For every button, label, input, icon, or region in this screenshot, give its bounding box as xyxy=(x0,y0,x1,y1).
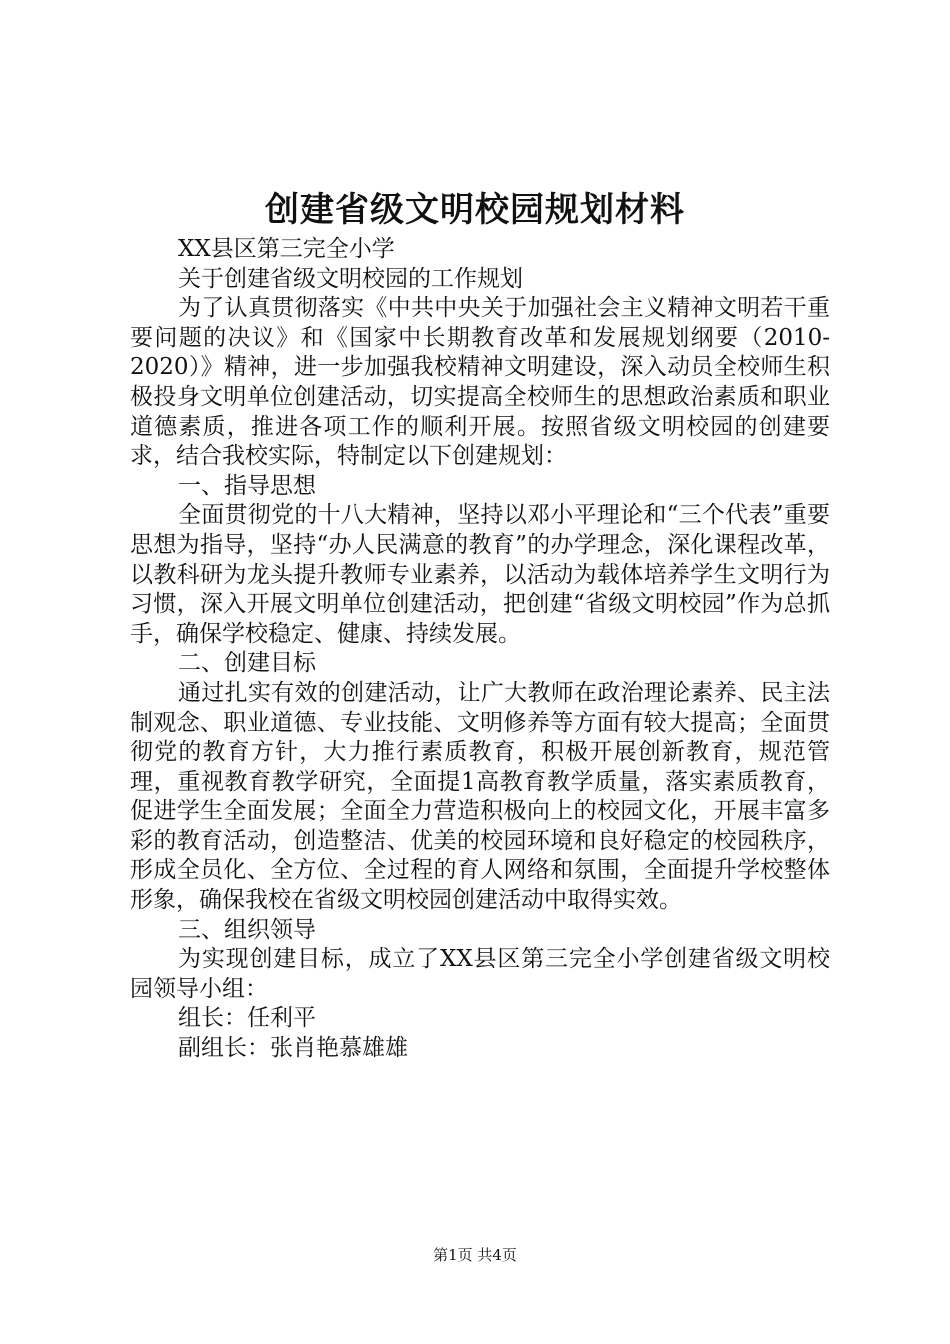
intro-paragraph: 为了认真贯彻落实《中共中央关于加强社会主义精神文明若干重要问题的决议》和《国家中长期教育改革和发展规划纲要（2010-2020）》精神，进一步加强我校精神文明建设，深入动员全校师生积极投身文明单位创建活动，切实提高全校师生的思想政治素质和职业道德素质，推进各项工作的顺利开展。按照省级文明校园的创建要求，结合我校实际，特制定以下创建规划： xyxy=(130,295,830,470)
document-body xyxy=(130,235,830,1064)
leadership-paragraph: 为实现创建目标，成立了XX县区第三完全小学创建省级文明校园领导小组： xyxy=(130,946,830,1002)
goals-paragraph: 通过扎实有效的创建活动，让广大教师在政治理论素养、民主法制观念、职业道德、专业技能、文明修养等方面有较大提高；全面贯彻党的教育方针，大力推行素质教育，积极开展创新教育，规范管理，重视教育教学研究，全面提1高教育教学质量，落实素质教育，促进学生全面发展；全面全力营造积极向上的校园文化，开展丰富多彩的教育活动，创造整洁、优美的校园环境和良好稳定的校园秩序，形成全员化、全方位、全过程的育人网络和氛围，全面提升学校整体形象，确保我校在省级文明校园创建活动中取得实效。 xyxy=(130,679,830,914)
plan-subtitle: 关于创建省级文明校园的工作规划 xyxy=(178,265,523,292)
school-name: XX县区第三完全小学 xyxy=(178,236,395,262)
section-heading-goals: 二、创建目标 xyxy=(178,650,316,677)
group-leader-line: 组长：任利平 xyxy=(178,1005,316,1032)
section-heading-guiding-ideology: 一、指导思想 xyxy=(178,472,316,499)
document-title: 创建省级文明校园规划材料 xyxy=(265,190,685,230)
page-footer: 第1页 共4页 xyxy=(433,1246,517,1264)
guiding-ideology-paragraph: 全面贯彻党的十八大精神，坚持以邓小平理论和“三个代表”重要思想为指导，坚持“办人民满意的教育”的办学理念，深化课程改革，以教科研为龙头提升教师专业素养，以活动为载体培养学生文明行为习惯，深入开展文明单位创建活动，把创建“省级文明校园”作为总抓手，确保学校稳定、健康、持续发展。 xyxy=(130,502,830,647)
deputy-leader-line: 副组长：张肖艳慕雄雄 xyxy=(178,1035,408,1062)
section-heading-leadership: 三、组织领导 xyxy=(178,916,316,943)
